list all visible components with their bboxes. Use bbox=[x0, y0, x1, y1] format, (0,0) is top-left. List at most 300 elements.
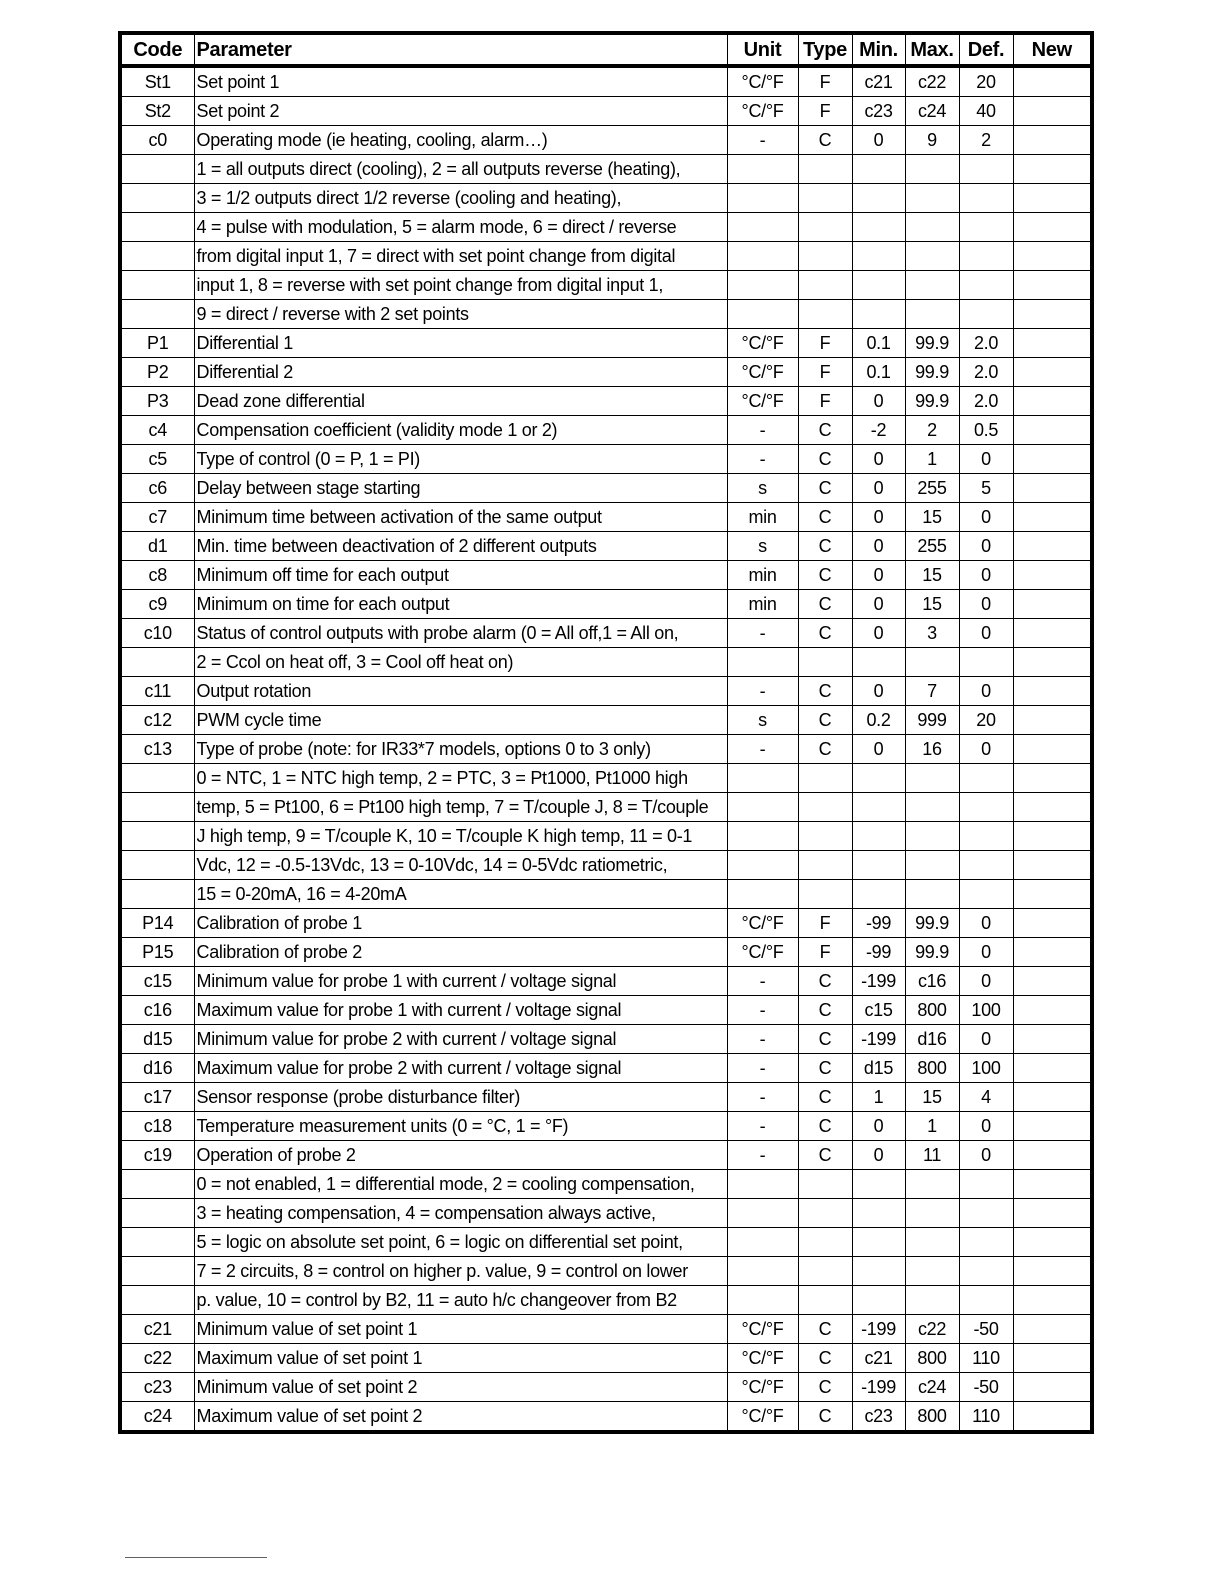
table-row bbox=[120, 1228, 1092, 1257]
parameter-min: 0 bbox=[852, 474, 905, 503]
parameter-type bbox=[798, 1257, 852, 1286]
parameter-description: Set point 2 bbox=[194, 97, 727, 126]
table-row bbox=[120, 1199, 1092, 1228]
parameter-unit: - bbox=[727, 1025, 798, 1054]
parameter-unit: °C/°F bbox=[727, 358, 798, 387]
parameter-default bbox=[959, 1257, 1013, 1286]
parameter-type bbox=[798, 822, 852, 851]
parameter-rows bbox=[120, 66, 1092, 1432]
parameter-code: c10 bbox=[120, 619, 194, 648]
parameter-default: 0.5 bbox=[959, 416, 1013, 445]
parameter-type: C bbox=[798, 503, 852, 532]
parameter-description: Delay between stage starting bbox=[194, 474, 727, 503]
parameter-code bbox=[120, 1199, 194, 1228]
parameter-type: C bbox=[798, 590, 852, 619]
parameter-description: 3 = heating compensation, 4 = compensation always active, bbox=[194, 1199, 727, 1228]
table-row bbox=[120, 1112, 1092, 1141]
parameter-min: c21 bbox=[852, 66, 905, 97]
parameter-new-value bbox=[1013, 880, 1092, 909]
parameter-description: p. value, 10 = control by B2, 11 = auto h/c changeover from B2 bbox=[194, 1286, 727, 1315]
parameter-code: St2 bbox=[120, 97, 194, 126]
parameter-min: 0 bbox=[852, 735, 905, 764]
parameter-min: 0 bbox=[852, 387, 905, 416]
parameter-max: 15 bbox=[905, 561, 959, 590]
parameter-unit: - bbox=[727, 619, 798, 648]
table-row bbox=[120, 1257, 1092, 1286]
parameter-code bbox=[120, 242, 194, 271]
parameter-description: Maximum value of set point 1 bbox=[194, 1344, 727, 1373]
parameter-new-value bbox=[1013, 155, 1092, 184]
parameter-max: c16 bbox=[905, 967, 959, 996]
parameter-code: d1 bbox=[120, 532, 194, 561]
parameter-new-value bbox=[1013, 1199, 1092, 1228]
parameter-unit: s bbox=[727, 474, 798, 503]
parameter-type bbox=[798, 851, 852, 880]
parameter-unit bbox=[727, 1228, 798, 1257]
parameter-code: c15 bbox=[120, 967, 194, 996]
parameter-type bbox=[798, 300, 852, 329]
table-row bbox=[120, 474, 1092, 503]
header-max: Max. bbox=[905, 33, 959, 66]
parameter-description: Minimum time between activation of the same output bbox=[194, 503, 727, 532]
parameter-description: Dead zone differential bbox=[194, 387, 727, 416]
parameter-max: c22 bbox=[905, 66, 959, 97]
parameter-default: 2 bbox=[959, 126, 1013, 155]
parameter-unit: - bbox=[727, 1141, 798, 1170]
table-row bbox=[120, 648, 1092, 677]
parameter-unit bbox=[727, 1170, 798, 1199]
parameter-unit: - bbox=[727, 445, 798, 474]
parameter-default bbox=[959, 184, 1013, 213]
parameter-new-value bbox=[1013, 619, 1092, 648]
parameter-new-value bbox=[1013, 996, 1092, 1025]
table-row bbox=[120, 1083, 1092, 1112]
parameter-new-value bbox=[1013, 213, 1092, 242]
table-row bbox=[120, 1141, 1092, 1170]
header-type: Type bbox=[798, 33, 852, 66]
parameter-default: -50 bbox=[959, 1373, 1013, 1402]
parameter-new-value bbox=[1013, 1286, 1092, 1315]
parameter-min: 0 bbox=[852, 619, 905, 648]
parameter-unit: - bbox=[727, 996, 798, 1025]
parameter-max: 99.9 bbox=[905, 329, 959, 358]
parameter-new-value bbox=[1013, 1083, 1092, 1112]
parameter-unit: °C/°F bbox=[727, 1373, 798, 1402]
parameter-new-value bbox=[1013, 1402, 1092, 1433]
parameter-min: -199 bbox=[852, 967, 905, 996]
parameter-unit bbox=[727, 300, 798, 329]
table-header-row bbox=[120, 33, 1092, 66]
parameter-min: 0 bbox=[852, 445, 905, 474]
parameter-description: PWM cycle time bbox=[194, 706, 727, 735]
parameter-unit bbox=[727, 155, 798, 184]
parameter-new-value bbox=[1013, 938, 1092, 967]
table-row bbox=[120, 300, 1092, 329]
parameter-new-value bbox=[1013, 561, 1092, 590]
table-row bbox=[120, 358, 1092, 387]
header-code: Code bbox=[120, 33, 194, 66]
parameter-default bbox=[959, 242, 1013, 271]
parameter-type: C bbox=[798, 561, 852, 590]
parameter-min: 0 bbox=[852, 126, 905, 155]
header-unit: Unit bbox=[727, 33, 798, 66]
parameter-max bbox=[905, 1170, 959, 1199]
parameter-default: 110 bbox=[959, 1344, 1013, 1373]
parameter-max: 999 bbox=[905, 706, 959, 735]
parameter-default: 20 bbox=[959, 706, 1013, 735]
parameter-type: C bbox=[798, 474, 852, 503]
parameter-default: 0 bbox=[959, 735, 1013, 764]
parameter-code: St1 bbox=[120, 66, 194, 97]
parameter-unit bbox=[727, 213, 798, 242]
parameter-code: d15 bbox=[120, 1025, 194, 1054]
parameter-code: c18 bbox=[120, 1112, 194, 1141]
parameter-code bbox=[120, 155, 194, 184]
header-parameter: Parameter bbox=[194, 33, 727, 66]
parameter-max bbox=[905, 822, 959, 851]
parameter-type: C bbox=[798, 1344, 852, 1373]
parameter-unit bbox=[727, 1199, 798, 1228]
parameter-new-value bbox=[1013, 909, 1092, 938]
parameter-type: C bbox=[798, 735, 852, 764]
header-new: New bbox=[1013, 33, 1092, 66]
parameter-min: 0 bbox=[852, 677, 905, 706]
parameter-min: 0.2 bbox=[852, 706, 905, 735]
parameter-default bbox=[959, 851, 1013, 880]
parameter-type: C bbox=[798, 967, 852, 996]
parameter-new-value bbox=[1013, 445, 1092, 474]
parameter-type bbox=[798, 764, 852, 793]
parameter-unit: min bbox=[727, 503, 798, 532]
parameter-type: C bbox=[798, 1373, 852, 1402]
parameter-default bbox=[959, 1170, 1013, 1199]
parameter-new-value bbox=[1013, 764, 1092, 793]
parameter-unit bbox=[727, 793, 798, 822]
parameter-new-value bbox=[1013, 184, 1092, 213]
parameter-max bbox=[905, 880, 959, 909]
parameter-description: Operation of probe 2 bbox=[194, 1141, 727, 1170]
parameter-max bbox=[905, 271, 959, 300]
parameter-description: Minimum value of set point 2 bbox=[194, 1373, 727, 1402]
parameter-default: 2.0 bbox=[959, 358, 1013, 387]
parameter-new-value bbox=[1013, 822, 1092, 851]
parameter-default bbox=[959, 155, 1013, 184]
parameter-type bbox=[798, 880, 852, 909]
parameter-description: Type of probe (note: for IR33*7 models, options 0 to 3 only) bbox=[194, 735, 727, 764]
parameter-max: 99.9 bbox=[905, 938, 959, 967]
parameter-description: input 1, 8 = reverse with set point change from digital input 1, bbox=[194, 271, 727, 300]
table-row bbox=[120, 242, 1092, 271]
parameter-description: Minimum off time for each output bbox=[194, 561, 727, 590]
parameter-description: Calibration of probe 1 bbox=[194, 909, 727, 938]
parameter-type bbox=[798, 648, 852, 677]
parameter-min: c23 bbox=[852, 97, 905, 126]
parameter-type: C bbox=[798, 996, 852, 1025]
parameter-max: 255 bbox=[905, 474, 959, 503]
parameter-max bbox=[905, 851, 959, 880]
parameter-new-value bbox=[1013, 503, 1092, 532]
parameter-min bbox=[852, 648, 905, 677]
parameter-max bbox=[905, 213, 959, 242]
table-row bbox=[120, 1373, 1092, 1402]
table-row bbox=[120, 503, 1092, 532]
parameter-code: c12 bbox=[120, 706, 194, 735]
parameter-max: c24 bbox=[905, 1373, 959, 1402]
parameter-code: c23 bbox=[120, 1373, 194, 1402]
parameter-new-value bbox=[1013, 242, 1092, 271]
parameter-default: 0 bbox=[959, 938, 1013, 967]
parameter-default: 0 bbox=[959, 445, 1013, 474]
parameter-unit bbox=[727, 764, 798, 793]
parameter-code: c16 bbox=[120, 996, 194, 1025]
parameter-type: C bbox=[798, 416, 852, 445]
table-row bbox=[120, 445, 1092, 474]
parameter-description: Maximum value for probe 1 with current / voltage signal bbox=[194, 996, 727, 1025]
parameter-code: c22 bbox=[120, 1344, 194, 1373]
parameter-min bbox=[852, 1199, 905, 1228]
parameter-min: 0 bbox=[852, 561, 905, 590]
parameter-code bbox=[120, 793, 194, 822]
parameter-new-value bbox=[1013, 532, 1092, 561]
parameter-default bbox=[959, 648, 1013, 677]
parameter-min bbox=[852, 213, 905, 242]
parameter-description: Status of control outputs with probe alarm (0 = All off,1 = All on, bbox=[194, 619, 727, 648]
table-row bbox=[120, 561, 1092, 590]
parameter-type: F bbox=[798, 387, 852, 416]
parameter-new-value bbox=[1013, 851, 1092, 880]
parameter-min bbox=[852, 880, 905, 909]
table-row bbox=[120, 271, 1092, 300]
parameter-default: 20 bbox=[959, 66, 1013, 97]
parameter-max: c22 bbox=[905, 1315, 959, 1344]
parameter-code: c0 bbox=[120, 126, 194, 155]
parameter-default bbox=[959, 1286, 1013, 1315]
table-row bbox=[120, 880, 1092, 909]
parameter-new-value bbox=[1013, 66, 1092, 97]
parameter-code: c11 bbox=[120, 677, 194, 706]
parameter-max: c24 bbox=[905, 97, 959, 126]
parameter-type bbox=[798, 155, 852, 184]
parameter-new-value bbox=[1013, 1344, 1092, 1373]
header-min: Min. bbox=[852, 33, 905, 66]
parameter-unit: - bbox=[727, 416, 798, 445]
parameter-code bbox=[120, 271, 194, 300]
parameter-description: Compensation coefficient (validity mode 1 or 2) bbox=[194, 416, 727, 445]
parameter-type: C bbox=[798, 1141, 852, 1170]
parameter-default bbox=[959, 880, 1013, 909]
parameter-min: 1 bbox=[852, 1083, 905, 1112]
parameter-unit bbox=[727, 851, 798, 880]
parameter-description: 4 = pulse with modulation, 5 = alarm mode, 6 = direct / reverse bbox=[194, 213, 727, 242]
parameter-code bbox=[120, 300, 194, 329]
parameter-description: 2 = Ccol on heat off, 3 = Cool off heat on) bbox=[194, 648, 727, 677]
parameter-min: 0 bbox=[852, 1141, 905, 1170]
table-row bbox=[120, 706, 1092, 735]
parameter-type: F bbox=[798, 909, 852, 938]
parameter-description: Min. time between deactivation of 2 different outputs bbox=[194, 532, 727, 561]
parameter-new-value bbox=[1013, 97, 1092, 126]
parameter-max: 7 bbox=[905, 677, 959, 706]
parameter-code: c4 bbox=[120, 416, 194, 445]
parameter-description: 15 = 0-20mA, 16 = 4-20mA bbox=[194, 880, 727, 909]
parameter-description: 0 = NTC, 1 = NTC high temp, 2 = PTC, 3 = Pt1000, Pt1000 high bbox=[194, 764, 727, 793]
parameter-default: 100 bbox=[959, 996, 1013, 1025]
parameter-max bbox=[905, 155, 959, 184]
parameter-new-value bbox=[1013, 967, 1092, 996]
parameter-default bbox=[959, 213, 1013, 242]
parameter-max bbox=[905, 300, 959, 329]
parameter-unit bbox=[727, 822, 798, 851]
parameter-max bbox=[905, 648, 959, 677]
parameter-min bbox=[852, 1170, 905, 1199]
parameter-description: Vdc, 12 = -0.5-13Vdc, 13 = 0-10Vdc, 14 = 0-5Vdc ratiometric, bbox=[194, 851, 727, 880]
parameter-description: 5 = logic on absolute set point, 6 = logic on differential set point, bbox=[194, 1228, 727, 1257]
parameter-description: J high temp, 9 = T/couple K, 10 = T/couple K high temp, 11 = 0-1 bbox=[194, 822, 727, 851]
parameter-type bbox=[798, 1199, 852, 1228]
parameter-min bbox=[852, 764, 905, 793]
parameter-min: c15 bbox=[852, 996, 905, 1025]
parameter-type: C bbox=[798, 619, 852, 648]
parameter-code: P14 bbox=[120, 909, 194, 938]
parameter-max: 15 bbox=[905, 503, 959, 532]
parameter-min: -2 bbox=[852, 416, 905, 445]
parameter-code bbox=[120, 1257, 194, 1286]
parameter-unit: °C/°F bbox=[727, 1344, 798, 1373]
parameter-max: 16 bbox=[905, 735, 959, 764]
parameter-description: Maximum value of set point 2 bbox=[194, 1402, 727, 1433]
parameter-code: c19 bbox=[120, 1141, 194, 1170]
parameter-type: F bbox=[798, 97, 852, 126]
table-row bbox=[120, 909, 1092, 938]
parameter-default bbox=[959, 300, 1013, 329]
parameter-default bbox=[959, 271, 1013, 300]
parameter-max: 255 bbox=[905, 532, 959, 561]
parameter-code: c13 bbox=[120, 735, 194, 764]
parameter-unit: °C/°F bbox=[727, 938, 798, 967]
parameter-description: temp, 5 = Pt100, 6 = Pt100 high temp, 7 = T/couple J, 8 = T/couple bbox=[194, 793, 727, 822]
parameter-min: -199 bbox=[852, 1025, 905, 1054]
table-row bbox=[120, 329, 1092, 358]
parameter-max bbox=[905, 242, 959, 271]
parameter-default: 0 bbox=[959, 677, 1013, 706]
parameter-code: d16 bbox=[120, 1054, 194, 1083]
parameter-type bbox=[798, 242, 852, 271]
parameter-new-value bbox=[1013, 590, 1092, 619]
parameter-default: 4 bbox=[959, 1083, 1013, 1112]
parameter-description: Minimum value for probe 1 with current / voltage signal bbox=[194, 967, 727, 996]
parameter-new-value bbox=[1013, 677, 1092, 706]
parameter-max: 800 bbox=[905, 996, 959, 1025]
table-row bbox=[120, 996, 1092, 1025]
parameter-code bbox=[120, 184, 194, 213]
table-row bbox=[120, 66, 1092, 97]
parameter-max bbox=[905, 1286, 959, 1315]
parameter-new-value bbox=[1013, 358, 1092, 387]
parameter-unit: °C/°F bbox=[727, 66, 798, 97]
table-row bbox=[120, 1054, 1092, 1083]
parameter-type: F bbox=[798, 329, 852, 358]
parameter-default: 0 bbox=[959, 1025, 1013, 1054]
parameter-unit: °C/°F bbox=[727, 387, 798, 416]
parameter-min: c21 bbox=[852, 1344, 905, 1373]
parameter-max: 800 bbox=[905, 1344, 959, 1373]
table-row bbox=[120, 1344, 1092, 1373]
parameter-new-value bbox=[1013, 271, 1092, 300]
parameter-max bbox=[905, 184, 959, 213]
parameter-description: 9 = direct / reverse with 2 set points bbox=[194, 300, 727, 329]
parameter-description: 0 = not enabled, 1 = differential mode, 2 = cooling compensation, bbox=[194, 1170, 727, 1199]
parameter-description: Output rotation bbox=[194, 677, 727, 706]
parameter-code: c9 bbox=[120, 590, 194, 619]
parameter-default bbox=[959, 822, 1013, 851]
parameter-description: Minimum value for probe 2 with current / voltage signal bbox=[194, 1025, 727, 1054]
parameter-type bbox=[798, 1170, 852, 1199]
parameter-max bbox=[905, 764, 959, 793]
parameter-type: C bbox=[798, 1054, 852, 1083]
parameter-max: 15 bbox=[905, 590, 959, 619]
parameter-unit: °C/°F bbox=[727, 97, 798, 126]
parameter-sheet bbox=[118, 31, 1090, 1434]
parameter-unit bbox=[727, 271, 798, 300]
parameter-default: 2.0 bbox=[959, 329, 1013, 358]
parameter-new-value bbox=[1013, 1054, 1092, 1083]
parameter-unit: s bbox=[727, 532, 798, 561]
parameter-min: -99 bbox=[852, 938, 905, 967]
parameter-code: c21 bbox=[120, 1315, 194, 1344]
parameter-unit: - bbox=[727, 1054, 798, 1083]
parameter-unit: min bbox=[727, 590, 798, 619]
parameter-max: 99.9 bbox=[905, 387, 959, 416]
parameter-unit: °C/°F bbox=[727, 1402, 798, 1433]
parameter-type bbox=[798, 1228, 852, 1257]
parameter-min: 0 bbox=[852, 590, 905, 619]
parameter-max: 800 bbox=[905, 1054, 959, 1083]
parameter-unit bbox=[727, 648, 798, 677]
parameter-code: c8 bbox=[120, 561, 194, 590]
parameter-max: 15 bbox=[905, 1083, 959, 1112]
parameter-min: c23 bbox=[852, 1402, 905, 1433]
parameter-type bbox=[798, 793, 852, 822]
parameter-new-value bbox=[1013, 126, 1092, 155]
parameter-new-value bbox=[1013, 1228, 1092, 1257]
parameter-description: Sensor response (probe disturbance filter) bbox=[194, 1083, 727, 1112]
parameter-code bbox=[120, 213, 194, 242]
parameter-unit: °C/°F bbox=[727, 1315, 798, 1344]
parameter-type: C bbox=[798, 1315, 852, 1344]
parameter-default: 110 bbox=[959, 1402, 1013, 1433]
parameter-code: c24 bbox=[120, 1402, 194, 1433]
parameter-max bbox=[905, 1228, 959, 1257]
parameter-type: C bbox=[798, 532, 852, 561]
parameter-code bbox=[120, 851, 194, 880]
parameter-max bbox=[905, 1257, 959, 1286]
parameter-new-value bbox=[1013, 300, 1092, 329]
parameter-unit bbox=[727, 184, 798, 213]
parameter-new-value bbox=[1013, 1170, 1092, 1199]
parameter-min: 0 bbox=[852, 1112, 905, 1141]
parameter-default: 0 bbox=[959, 561, 1013, 590]
parameter-unit: - bbox=[727, 677, 798, 706]
parameter-max: 1 bbox=[905, 445, 959, 474]
table-row bbox=[120, 793, 1092, 822]
parameter-code: c5 bbox=[120, 445, 194, 474]
parameter-type: C bbox=[798, 1112, 852, 1141]
parameter-max: 2 bbox=[905, 416, 959, 445]
parameter-type bbox=[798, 1286, 852, 1315]
parameter-new-value bbox=[1013, 793, 1092, 822]
parameter-type bbox=[798, 184, 852, 213]
parameter-max: 99.9 bbox=[905, 909, 959, 938]
